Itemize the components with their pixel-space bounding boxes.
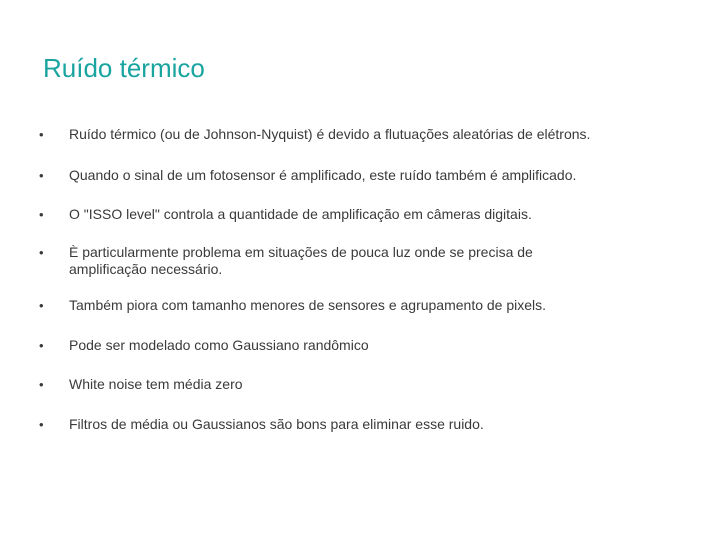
bullet-text: O "ISSO level" controla a quantidade de amplificação em câmeras digitais. xyxy=(69,206,532,222)
bullet-icon: • xyxy=(39,168,44,183)
bullet-icon: • xyxy=(39,338,44,353)
bullet-icon: • xyxy=(39,377,44,392)
bullet-text: Filtros de média ou Gaussianos são bons para eliminar esse ruido. xyxy=(69,416,484,432)
bullet-text: Pode ser modelado como Gaussiano randômico xyxy=(69,337,369,353)
bullet-text: Também piora com tamanho menores de sensores e agrupamento de pixels. xyxy=(69,297,547,313)
bullet-icon: • xyxy=(39,207,44,222)
bullet-text: Ruído térmico (ou de Johnson-Nyquist) é devido a flutuações aleatórias de elétrons. xyxy=(69,126,591,142)
bullet-icon: • xyxy=(39,127,44,142)
slide-title: Ruído térmico xyxy=(43,53,205,83)
bullet-icon: • xyxy=(39,298,44,313)
bullet-text: White noise tem média zero xyxy=(69,376,243,392)
bullet-icon: • xyxy=(39,417,44,432)
bullet-text: È particularmente problema em situações de pouca luz onde se precisa de amplificação necessário. xyxy=(69,244,533,277)
bullet-icon: • xyxy=(39,245,44,260)
bullet-text: Quando o sinal de um fotosensor é amplificado, este ruído também é amplificado. xyxy=(69,167,577,183)
